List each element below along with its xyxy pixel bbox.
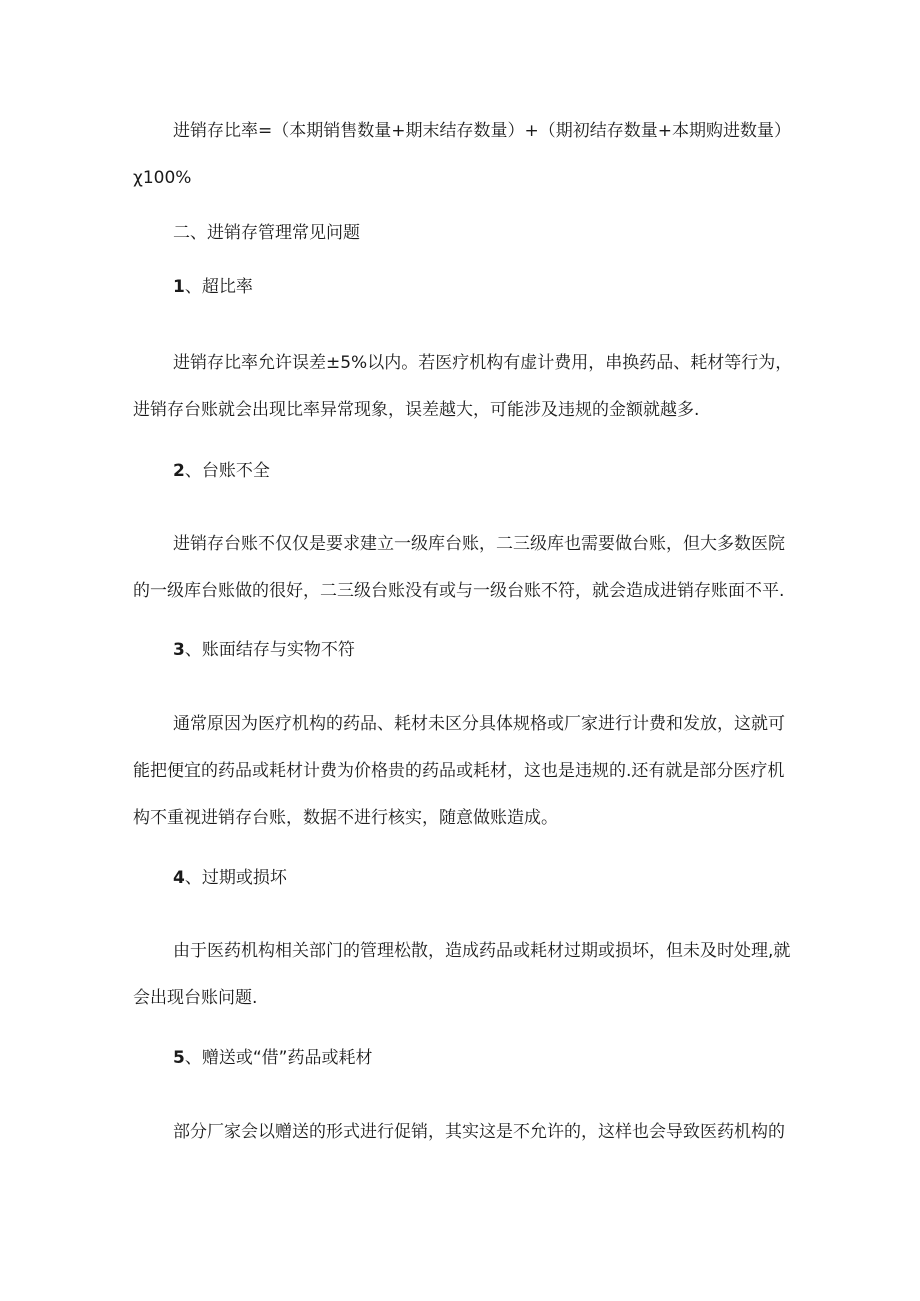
item-body-2: 进销存台账不仅仅是要求建立一级库台账，二三级库也需要做台账，但大多数医院的一级库台账做的很好，二三级台账没有或与一级台账不符，就会造成进销存账面不平. xyxy=(133,534,785,601)
formula-line-1: 进销存比率=（本期销售数量+期末结存数量）+（期初结存数量+本期购进数量） xyxy=(173,121,791,141)
formula-paragraph xyxy=(133,108,793,202)
section-title: 二、进销存管理常见问题 xyxy=(173,223,360,243)
item-body-1: 进销存比率允许误差±5%以内。若医疗机构有虚计费用，串换药品、耗材等行为，进销存台账就会出现比率异常现象，误差越大，可能涉及违规的金额就越多. xyxy=(133,353,793,420)
formula-line-2: χ100% xyxy=(133,168,192,188)
item-body-4: 由于医药机构相关部门的管理松散，造成药品或耗材过期或损坏，但未及时处理,就会出现台账问题. xyxy=(133,941,791,1008)
item-body-5: 部分厂家会以赠送的形式进行促销，其实这是不允许的，这样也会导致医药机构的 xyxy=(173,1122,785,1142)
item-heading-4: 4、过期或损坏 xyxy=(173,868,287,888)
item-body-3: 通常原因为医疗机构的药品、耗材未区分具体规格或厂家进行计费和发放，这就可能把便宜的药品或耗材计费为价格贵的药品或耗材，这也是违规的.还有就是部分医疗机构不重视进销存台账，数据不进行核实，随意做账造成。 xyxy=(133,714,785,828)
item-heading-1: 1、超比率 xyxy=(173,277,253,297)
item-heading-5: 5、赠送或“借”药品或耗材 xyxy=(173,1048,373,1068)
item-heading-2: 2、台账不全 xyxy=(173,461,270,481)
item-heading-3: 3、账面结存与实物不符 xyxy=(173,640,355,660)
